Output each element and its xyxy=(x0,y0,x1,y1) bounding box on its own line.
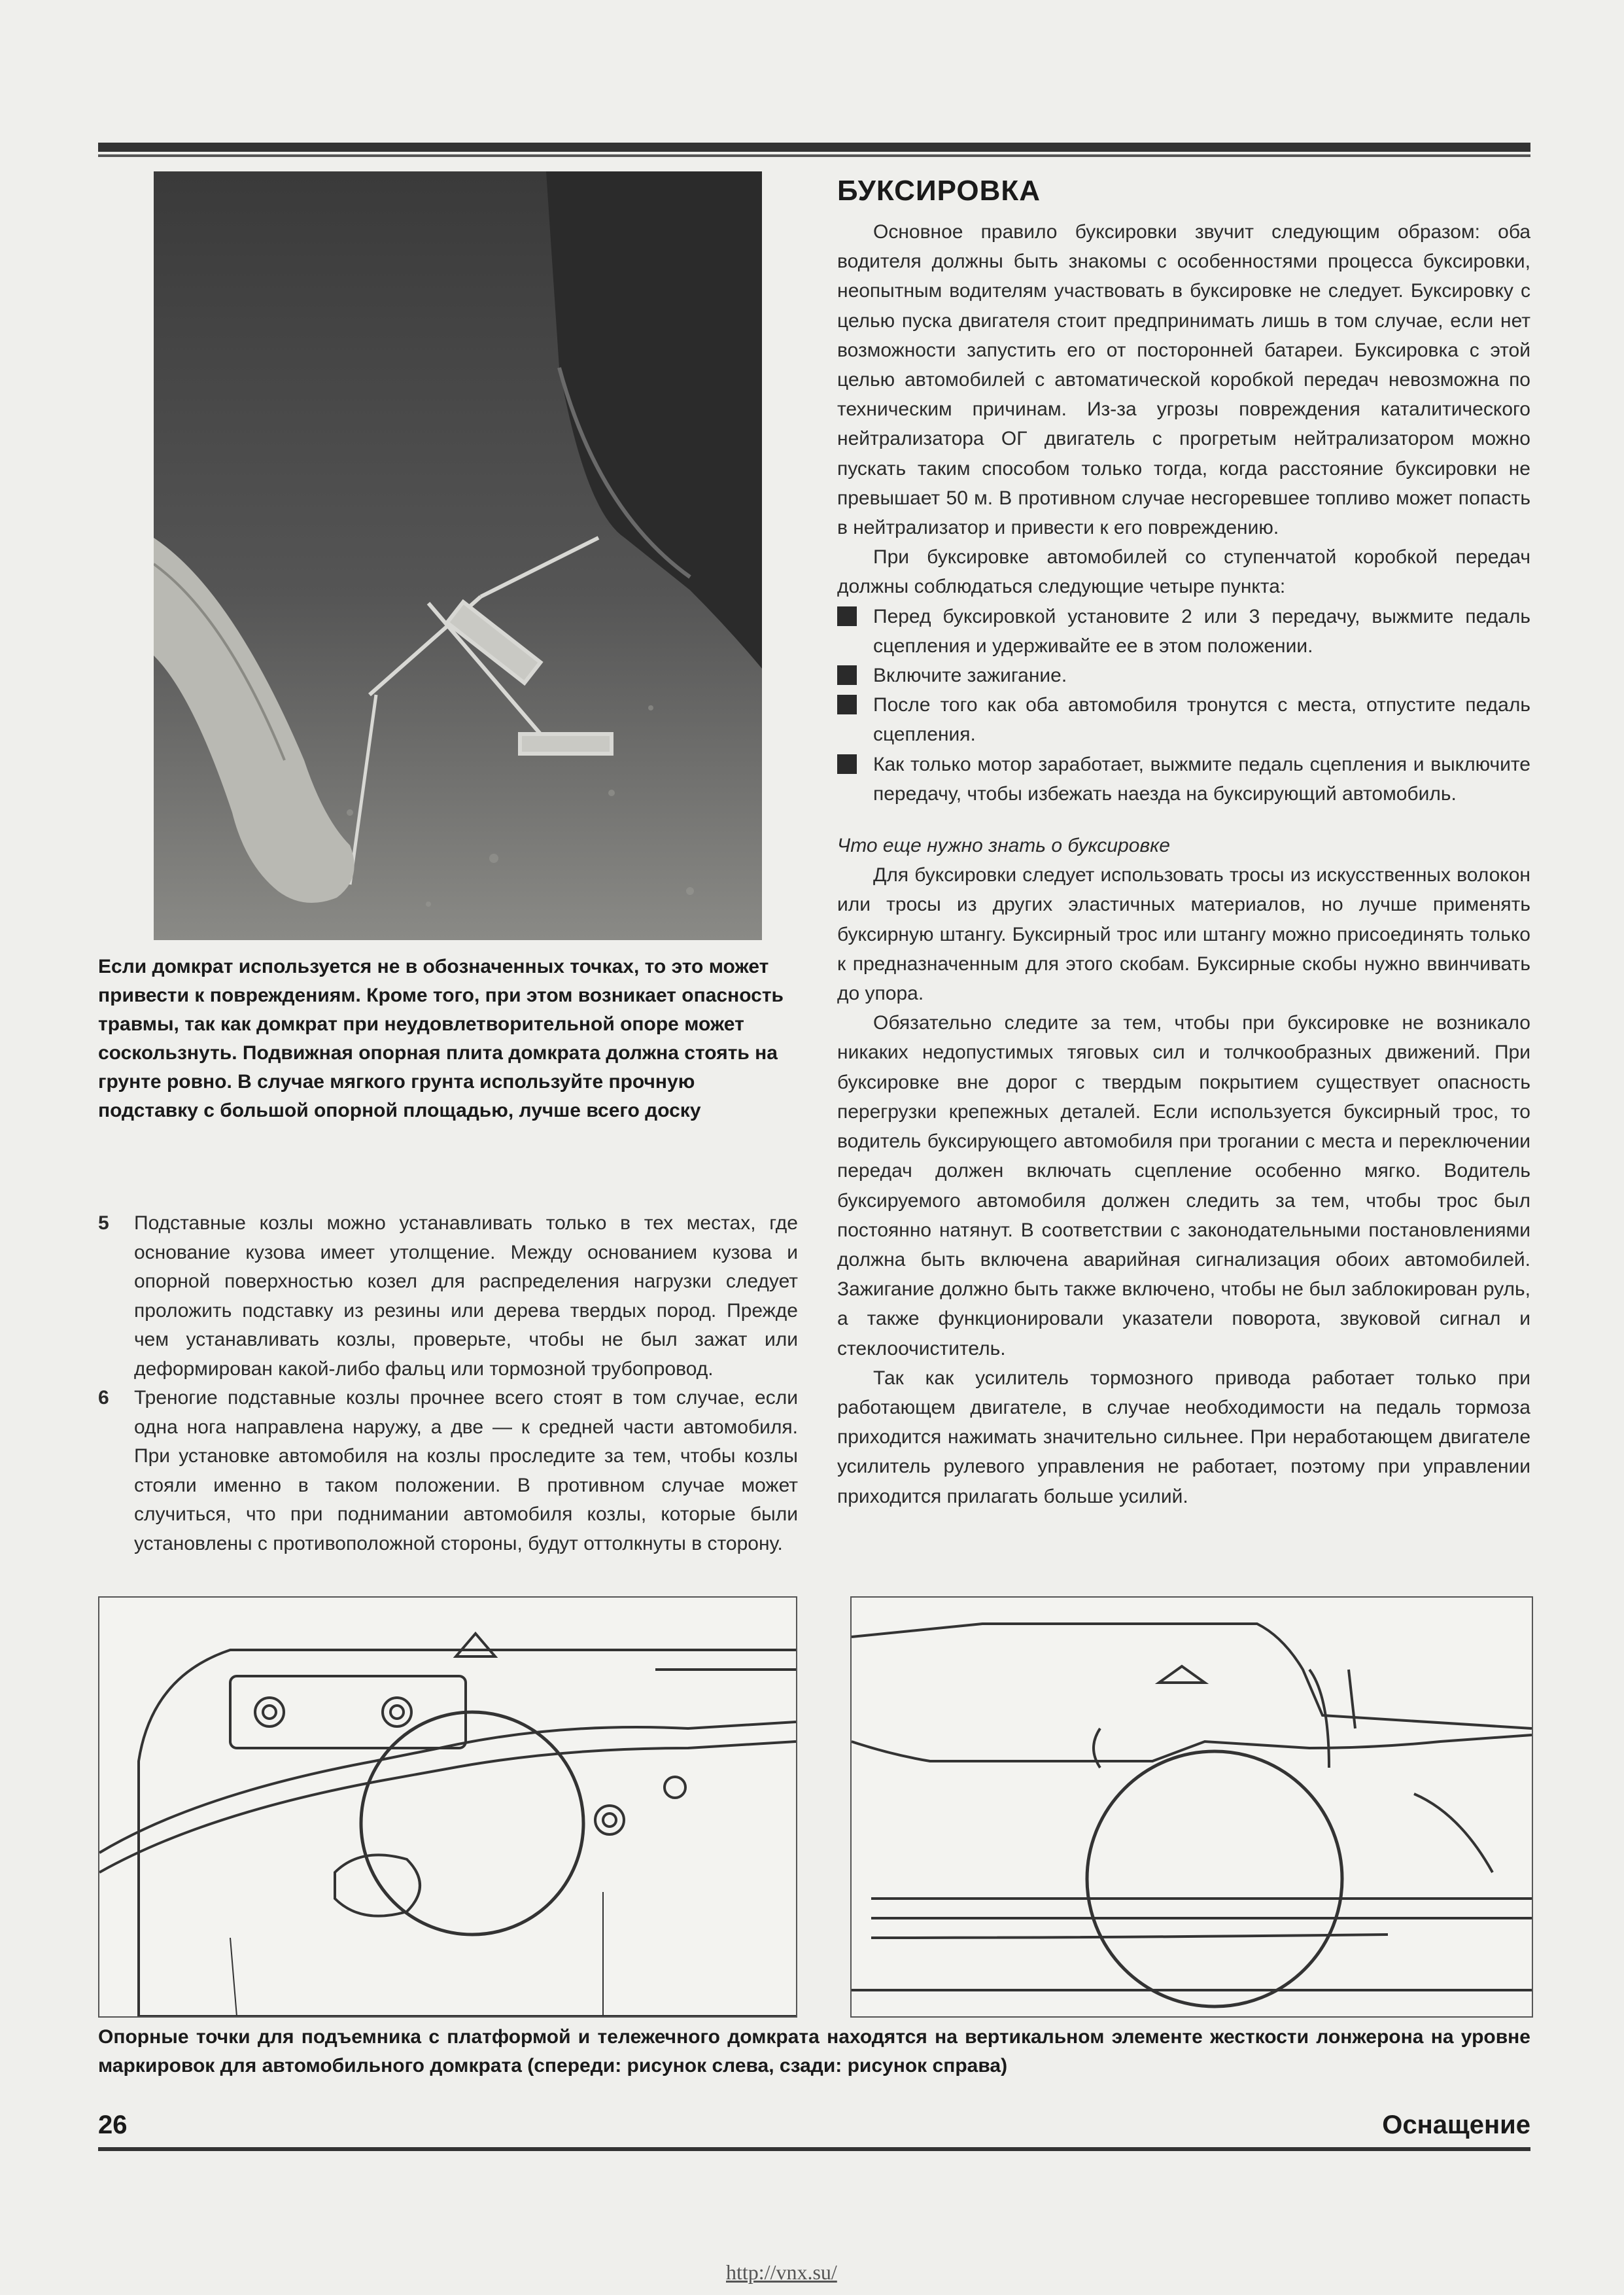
paragraph: Обязательно следите за тем, чтобы при буксировке не возникало никаких недопустимых тяговых сил и толчкообразных движений. При буксировке вне дорог с твердым покрытием существует опасность перегрузки крепежных деталей. Если используется буксирный трос, то водитель буксирующего автомобиля при трогании с места и переключении передач должен включать сцепление особенно мягко. Водитель буксируемого автомобиля должен следить за тем, чтобы трос был постоянно натянут. В соответствии с законодательными постановлениями должна быть включена аварийная сигнализация обоих автомобилей. Зажигание должно быть также включено, чтобы не был заблокирован руль, а также функционировали указатели поворота, звуковой сигнал и стеклоочиститель. xyxy=(837,1012,1530,1359)
square-bullet-icon xyxy=(837,754,857,774)
step-item xyxy=(98,1384,798,1558)
step-item xyxy=(98,1209,798,1384)
bullet-text: Как только мотор заработает, выжмите педаль сцепления и выключите передачу, чтобы избежать наезда на буксирующий автомобиль. xyxy=(873,753,1530,805)
square-bullet-icon xyxy=(837,606,857,626)
jack-photo xyxy=(154,171,762,940)
step-number: 6 xyxy=(98,1387,109,1409)
square-bullet-icon xyxy=(837,695,857,714)
figures-row xyxy=(98,1596,1530,2015)
photo-caption: Если домкрат используется не в обозначенных точках, то это может привести к повреждениям. Кроме того, при этом возникает опасность травмы, так как домкрат при неудовлетворительной опоре может соскользнуть. Подвижная опорная плита домкрата должна стоять на грунте ровно. В случае мягкого грунта используйте прочную подставку с большой опорной площадью, лучше всего доску xyxy=(98,956,784,1121)
paragraph: Так как усилитель тормозного привода работает только при работающем двигателе, в случае необходимости на педаль тормоза приходится нажимать значительно сильнее. При неработающем двигателе усилитель рулевого управления не работает, поэтому при управлении приходится прилагать больше усилий. xyxy=(837,1367,1530,1507)
step-text: Треногие подставные козлы прочнее всего стоят в том случае, если одна нога направлена наружу, а две — к средней части автомобиля. При установке автомобиля на козлы проследите за тем, чтобы козлы стояли именно в таком положении. В противном случае может случиться, что при поднимании автомобиля козлы, которые были установлены с противоположной стороны, будут оттолкнуты в сторону. xyxy=(134,1387,798,1554)
bullet-item xyxy=(837,661,1530,690)
section-name: Оснащение xyxy=(1382,2111,1530,2139)
towing-section xyxy=(837,171,1530,1511)
paragraph: Для буксировки следует использовать тросы из искусственных волокон или тросы из других эластичных материалов, но лучше применять буксирную штангу. Буксирный трос или штангу можно присоединять только к предназначенным для этого скобам. Буксирные скобы нужно ввинчивать до упора. xyxy=(837,864,1530,1005)
page-number: 26 xyxy=(98,2111,128,2139)
bullet-text: Включите зажигание. xyxy=(873,665,1067,687)
step-number: 5 xyxy=(98,1212,109,1234)
section-title: БУКСИРОВКА xyxy=(837,175,1041,207)
bullet-item xyxy=(837,750,1530,809)
square-bullet-icon xyxy=(837,665,857,685)
steps-list xyxy=(98,1209,798,1558)
rear-jack-point-figure xyxy=(850,1596,1533,2018)
top-rule-thin xyxy=(98,154,1530,157)
subheading: Что еще нужно знать о буксировке xyxy=(837,835,1170,857)
paragraph: При буксировке автомобилей со ступенчатой коробкой передач должны соблюдаться следующие четыре пункта: xyxy=(837,546,1530,598)
bullet-item xyxy=(837,690,1530,749)
bullet-text: После того как оба автомобиля тронутся с места, отпустите педаль сцепления. xyxy=(873,694,1530,746)
bullet-text: Перед буксировкой установите 2 или 3 передачу, выжмите педаль сцепления и удерживайте ее в этом положении. xyxy=(873,605,1530,657)
bullet-item xyxy=(837,602,1530,661)
top-rule xyxy=(98,143,1530,152)
source-url-link[interactable]: http://vnx.su/ xyxy=(726,2260,837,2284)
step-text: Подставные козлы можно устанавливать только в тех местах, где основание кузова имеет утолщение. Между основанием кузова и опорной поверхностью козел для распределения нагрузки следует проложить подставку из резины или дерева твердых пород. Прежде чем устанавливать козлы, проверьте, чтобы не был зажат или деформирован какой-либо фальц или тормозной трубопровод. xyxy=(134,1212,798,1380)
front-jack-point-figure xyxy=(98,1596,797,2018)
paragraph: Основное правило буксировки звучит следующим образом: оба водителя должны быть знакомы с особенностями процесса буксировки, неопытным водителям участвовать в буксировке не следует. Буксировку с целью пуска двигателя стоит предпринимать лишь в том случае, если нет возможности запустить его от посторонней батареи. Буксировка с этой целью автомобилей с автоматической коробкой передач невозможна по техническим причинам. Из-за угрозы повреждения каталитического нейтрализатора ОГ двигатель с прогретым нейтрализатором можно пускать таким способом только тогда, когда расстояние буксировки не превышает 50 м. В противном случае несгоревшее топливо может попасть в нейтрализатор и привести к его повреждению. xyxy=(837,221,1530,539)
figure-caption: Опорные точки для подъемника с платформой и тележечного домкрата находятся на вертикальном элементе жесткости лонжерона на уровне маркировок для автомобильного домкрата (спереди: рисунок слева, сзади: рисунок справа) xyxy=(98,2026,1530,2076)
bottom-rule xyxy=(98,2147,1530,2151)
